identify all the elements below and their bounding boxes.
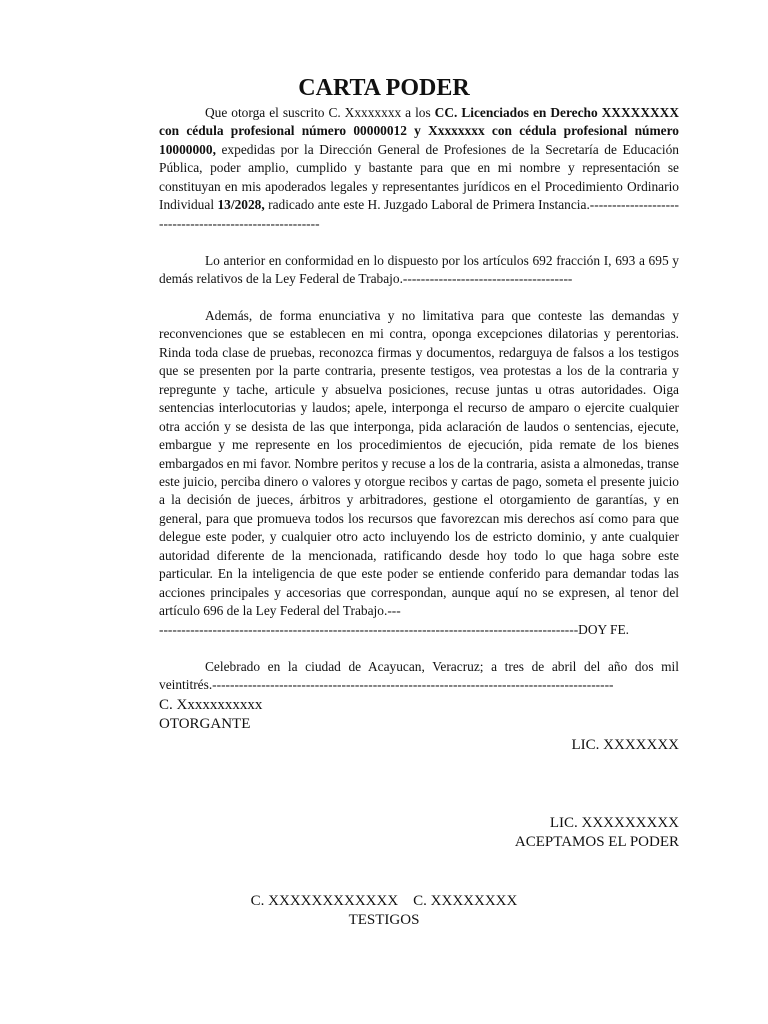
otorgante-role: OTORGANTE [159,716,251,732]
attorney-signature-1 [572,736,680,755]
paragraph-legal-basis: Lo anterior en conformidad en lo dispuesto por los artículos 692 fracción I, 693 a 695 y demás relativos de la Ley Federal de Trabajo.-------------------------------------- [159,252,679,287]
paragraph-place-date: Celebrado en la ciudad de Acayucan, Veracruz; a tres de abril del año dos mil veintitrés.------------------------------------------------------------------------------------------ [159,658,679,692]
witnesses-block [0,892,768,930]
grant-court: radicado ante este H. Juzgado Laboral de Primera Instancia.-------------------------------------------------------- [159,197,679,231]
acceptance-label: ACEPTAMOS EL PODER [514,834,679,850]
document-title: CARTA PODER [298,75,470,101]
attorney-1-name: LIC. XXXXXXX [571,737,679,753]
paragraph-powers: Además, de forma enunciativa y no limitativa para que conteste las demandas y reconvenciones que se establecen en mi contra, oponga excepciones dilatorias y perentorias. Rinda toda clase de pruebas, reconozca firmas y documentos, redarguya de falsos a los testigos que se presenten por la parte contraria, presente testigos, vea protestas a los de la contraria y repregunte y tache, articule y absuelva posiciones, recuse juntas u otras autoridades. Oiga sentencias interlocutorias y laudos; apele, interponga el recurso de amparo o ejercite cualquier otra acción y se desista de las que interponga, pida aclaración de laudos o sentencias, ejecute, embargue y me represente en los procedimientos de ejecución, pida remate de los bienes embargados en mi favor. Nombre peritos y recuse a los de la contraria, asista a almonedas, transe este juicio, perciba dinero o valores y otorgue recibos y cartas de pago, someta el presente juicio a la decisión de jueces, árbitros y arbitradores, gestione el otorgamiento de garantías, y en general, para que promueva todos los recursos que favorezcan mis derechos así como para que delegue este poder, y cualquier otro acto incluyendo los de estricto dominio, y ante cualquier autoridad diferente de la mencionada, ratificando desde hoy todo lo que haga sobre este particular. En la inteligencia de que este poder se entiende conferido para demandar todas las acciones principales y accesorias que correspondan, aunque aquí no se expresen, al tenor del artículo 696 de la Ley Federal del Trabajo.--- [159,307,679,619]
grant-intro: Que otorga el suscrito C. Xxxxxxxx a los [205,105,435,120]
witnesses-label: TESTIGOS [348,912,420,928]
grant-attorneys: CC. Licenciados en Derecho XXXXXXXX con cédula profesional número 00000012 y Xxxxxxxx con cédula profesional número 10000000, [159,105,679,157]
otorgante-name: C. Xxxxxxxxxxx [159,697,263,713]
document-body [159,104,679,713]
grant-details: expedidas por la Dirección General de Profesiones de la Secretaría de Educación Pública, poder amplio, cumplido y bastante para que en mi nombre y representación se constituyan en mis apoderados legales y representantes jurídicos en el Procedimiento Ordinario Individual [159,141,679,213]
witness-2-name: C. XXXXXXXX [413,893,518,909]
case-number: 13/2028, [217,197,265,213]
attorney-signature-2 [515,814,679,852]
witness-1-name: C. XXXXXXXXXXXX [250,893,399,909]
paragraph-grant [159,104,679,233]
attorney-2-name: LIC. XXXXXXXXX [549,815,679,831]
otorgante-signature-block [159,696,262,734]
paragraph-doy-fe: ----------------------------------------------------------------------------------------------DOY FE. [159,621,629,637]
